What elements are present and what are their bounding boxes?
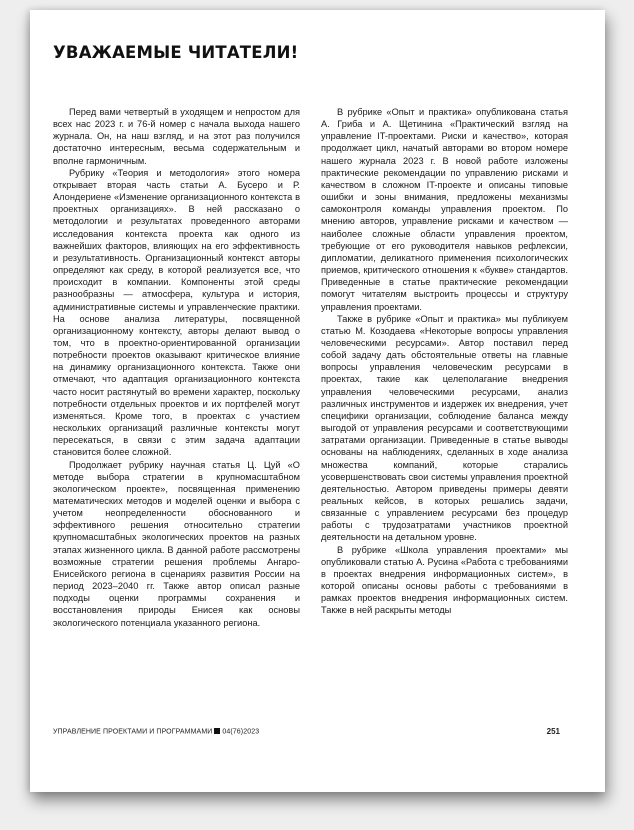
paragraph: Продолжает рубрику научная статья Ц. Цуй «О методе выбора стратегии в крупномасштабном экологическом проекте», посвященная применению математических методов и моделей оценки и выбора с учетом неопределенности обоснованного и эффективного решения относительно стратегии крупномасштабных экологических проектов на разных этапах жизненного цикла. В данной работе рассмотрены возможные стратегии решения проблемы Ангаро-Енисейского региона в сценариях развития России на период 2023–2040 гг. Также автор описал разные подходы оценки программы сохранения и восстановления природы Енисея как основы экологического потенциала указанного региона. [53,459,300,628]
right-column [321,106,568,617]
running-footer [53,728,259,736]
paragraph: Перед вами четвертый в уходящем и непростом для всех нас 2023 г. и 76-й номер с начала выхода нашего журнала. Он, на наш взгляд, и на этот раз получился достаточно интересным, весьма содержательным и вполне гармоничным. [53,107,300,166]
journal-name: УПРАВЛЕНИЕ ПРОЕКТАМИ И ПРОГРАММАМИ [53,728,213,736]
issue-number: 04(76)2023 [222,728,260,736]
left-column [53,106,300,629]
page-title: УВАЖАЕМЫЕ ЧИТАТЕЛИ! [53,43,299,62]
square-separator-icon [214,728,220,734]
paragraph: В рубрике «Школа управления проектами» мы опубликовали статью А. Русина «Работа с требованиями в проектах внедрения информационных систем», в которой описаны основы работы с требованиями в рамках проектов внедрения информационных систем. Также в ней раскрыты методы [321,544,568,616]
page-number: 251 [546,727,560,736]
paragraph: Также в рубрике «Опыт и практика» мы публикуем статью М. Козодаева «Некоторые вопросы управления человеческими ресурсами». Автор поставил перед собой задачу дать обстоятельные ответы на главные вопросы управления человеческим ресурсами в проектах, такие как целеполагание внедрения управления человеческими ресурсами, анализ различных инструментов и издержек их внедрения, учет специфики организации, соблюдение баланса между выгодой от управления ресурсами и соответствующими затратами организации. Приведенные в статье выводы основаны на наблюдениях, сделанных в ходе анализа множества компаний, которые старались усовершенствовать свои системы управления проектной деятельностью. Автором приведены примеры девяти реальных кейсов, в которых решались задачи, связанные с управлением ресурсами без процедур работы с трудозатратами участников проектной деятельности на детальном уровне. [321,313,568,543]
paragraph: Рубрику «Теория и методология» этого номера открывает вторая часть статьи А. Бусеро и Р. Алондериене «Изменение организационного контекста в проектных организациях». В ней рассказано о методологии и результатах проведенного авторами исследования контекста проекта как одного из важнейших факторов, влияющих на его эффективность и результативность. Организационный контекст авторы определяют как среду, в которой реализуется все, что происходит в компании. Компоненты этой среды разнообразны — атмосфера, культура и история, административные системы и управленческие практики. На основе анализа литературы, посвященной организационному контексту, авторы делают вывод о том, что в проектно-ориентированной организации потребности проектов оказывают критическое влияние на динамику организационного контекста. Также они отмечают, что адаптация организационного контекста часто носит растянутый во времени характер, поскольку потребности отдельных проектов и их портфелей могут изменяться. Кроме того, в проектах с участием нескольких организаций различные контексты могут пересекаться, в связи с этим задача адаптации становится более сложной. [53,167,300,458]
document-page [30,10,605,792]
paragraph: В рубрике «Опыт и практика» опубликована статья А. Гриба и А. Щетинина «Практический взгляд на управление IT-проектами. Риски и качество», которая продолжает цикл, начатый авторами во втором номере нашего журнала 2023 г. В новой работе изложены практические рекомендации по управлению рисками и качеством в сложном IT-проекте и описаны типовые ошибки и зоны внимания, предложены механизмы самоконтроля команды управления проектом. По мнению авторов, управление рисками и качеством — наиболее сложные области управления проектом, требующие от его руководителя навыков рефлексии, дипломатии, деликатного применения психологических приемов, критического отношения к «букве» стандартов. Приведенные в статье практические рекомендации помогут читателям выстроить процессы и структуру управления проектами. [321,107,568,312]
